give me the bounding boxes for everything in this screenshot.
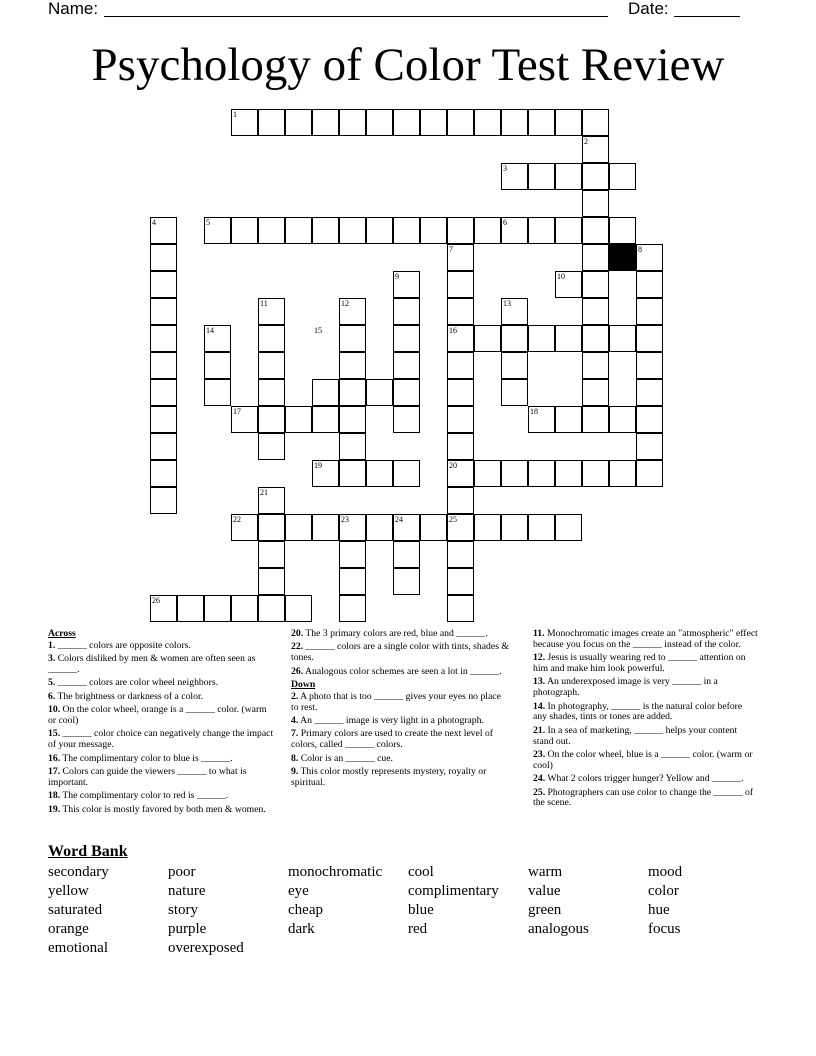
clue-number: 24 <box>395 515 403 524</box>
word-bank-word: orange <box>48 921 89 937</box>
clue-number-label: 21. <box>533 724 546 736</box>
clue-number: 14 <box>206 326 214 335</box>
grid-cell[interactable] <box>501 325 528 352</box>
clue-text: ______ color choice can negatively change the impact of your message. <box>48 728 274 751</box>
grid-cell[interactable] <box>312 406 339 433</box>
clue <box>48 641 276 652</box>
clue-number: 10 <box>557 272 565 281</box>
grid-cell[interactable] <box>501 109 528 136</box>
grid-cell[interactable] <box>420 109 447 136</box>
word-bank-word: poor <box>168 864 196 880</box>
grid-cell[interactable] <box>312 514 339 541</box>
clue-number-label: 11. <box>533 628 545 639</box>
clue <box>533 750 758 772</box>
grid-cell[interactable] <box>258 433 285 460</box>
word-bank-word: yellow <box>48 883 89 899</box>
word-bank-word: monochromatic <box>288 864 383 880</box>
clue-text: In photography, ______ is the natural color before any shades, tints or tones are added. <box>533 700 743 723</box>
grid-cell[interactable] <box>474 460 501 487</box>
grid-cell[interactable] <box>636 433 663 460</box>
date-field[interactable] <box>674 16 740 17</box>
clue <box>48 754 276 765</box>
grid-cell[interactable] <box>447 487 474 514</box>
clue <box>533 629 758 651</box>
grid-cell[interactable] <box>393 541 420 568</box>
grid-cell[interactable] <box>582 406 609 433</box>
grid-cell[interactable] <box>528 325 555 352</box>
grid-cell[interactable] <box>636 352 663 379</box>
name-field[interactable] <box>104 16 608 17</box>
clue-number: 1 <box>233 110 237 119</box>
clue <box>48 805 276 816</box>
grid-cell[interactable] <box>528 460 555 487</box>
grid-cell[interactable] <box>582 163 609 190</box>
grid-cell[interactable] <box>258 325 285 352</box>
clue-number: 11 <box>260 299 268 308</box>
word-bank-word: emotional <box>48 940 108 956</box>
down-heading: Down <box>291 678 316 690</box>
grid-cell[interactable] <box>582 325 609 352</box>
clue-number-label: 23. <box>533 748 546 760</box>
grid-cell[interactable] <box>150 325 177 352</box>
clue-number-label: 4. <box>291 714 299 726</box>
grid-cell[interactable] <box>582 298 609 325</box>
grid-cell[interactable] <box>447 595 474 622</box>
clue <box>48 729 276 751</box>
clue <box>48 678 276 689</box>
grid-cell[interactable] <box>339 109 366 136</box>
grid-cell[interactable] <box>528 514 555 541</box>
grid-cell[interactable] <box>609 325 636 352</box>
grid-cell[interactable] <box>582 244 609 271</box>
word-bank-word: blue <box>408 902 434 918</box>
grid-cell[interactable] <box>339 379 366 406</box>
clue-number-label: 22. <box>291 641 304 653</box>
grid-cell[interactable] <box>636 406 663 433</box>
grid-cell[interactable] <box>339 217 366 244</box>
word-bank-word: color <box>648 883 679 899</box>
clue <box>48 692 276 703</box>
grid-cell[interactable] <box>636 460 663 487</box>
word-bank-word: mood <box>648 864 683 880</box>
grid-cell[interactable] <box>285 406 312 433</box>
clue-number-label: 19. <box>48 803 61 815</box>
word-bank-word: cheap <box>288 902 323 918</box>
clue <box>291 754 509 765</box>
word-bank-word: story <box>168 902 198 918</box>
clue-number: 18 <box>530 407 538 416</box>
clue <box>48 791 276 802</box>
grid-cell[interactable] <box>555 514 582 541</box>
clue <box>533 653 758 675</box>
grid-cell[interactable] <box>582 109 609 136</box>
clue <box>48 767 276 789</box>
clue-number: 2 <box>584 137 588 146</box>
clue-number-label: 1. <box>48 639 56 651</box>
grid-cell[interactable] <box>393 298 420 325</box>
grid-cell[interactable] <box>636 298 663 325</box>
word-bank-word: overexposed <box>168 940 244 956</box>
clue-text: Primary colors are used to create the next level of colors, called ______ colors. <box>291 728 494 751</box>
grid-cell[interactable] <box>204 379 231 406</box>
clue-number-label: 3. <box>48 653 56 665</box>
clue <box>48 654 276 676</box>
clue-number-label: 2. <box>291 690 299 702</box>
word-bank-word: hue <box>648 902 670 918</box>
word-bank-word: green <box>528 902 562 918</box>
clue <box>533 726 758 748</box>
grid-cell[interactable] <box>339 460 366 487</box>
word-bank-word: value <box>528 883 561 899</box>
grid-cell[interactable] <box>474 109 501 136</box>
grid-cell[interactable] <box>447 217 474 244</box>
grid-cell[interactable] <box>582 460 609 487</box>
clue-number: 15 <box>314 326 322 335</box>
clue <box>533 677 758 699</box>
grid-cell[interactable] <box>231 595 258 622</box>
grid-cell[interactable] <box>528 109 555 136</box>
grid-cell[interactable] <box>258 406 285 433</box>
grid-cell[interactable] <box>420 217 447 244</box>
grid-cell[interactable] <box>339 595 366 622</box>
clue-number-label: 24. <box>533 773 546 785</box>
clue-number: 9 <box>395 272 399 281</box>
clues-column-1 <box>48 629 276 818</box>
clue-number-label: 13. <box>533 676 546 688</box>
clue-number: 19 <box>314 461 322 470</box>
clue-number: 12 <box>341 299 349 308</box>
grid-cell[interactable] <box>528 217 555 244</box>
grid-cell[interactable] <box>447 298 474 325</box>
clue-number: 13 <box>503 299 511 308</box>
grid-cell[interactable] <box>582 217 609 244</box>
grid-cell[interactable] <box>447 379 474 406</box>
clue-text: Photographers can use color to change the ______ of the scene. <box>533 786 754 809</box>
grid-cell[interactable] <box>150 487 177 514</box>
clue-number-label: 16. <box>48 752 61 764</box>
grid-cell[interactable] <box>582 190 609 217</box>
grid-cell[interactable] <box>393 352 420 379</box>
grid-cell[interactable] <box>555 325 582 352</box>
grid-cell[interactable] <box>258 514 285 541</box>
grid-cell[interactable] <box>312 109 339 136</box>
grid-cell[interactable] <box>447 433 474 460</box>
grid-cell[interactable] <box>258 379 285 406</box>
grid-cell[interactable] <box>393 460 420 487</box>
grid-cell[interactable] <box>393 109 420 136</box>
grid-cell[interactable] <box>231 217 258 244</box>
grid-cell[interactable] <box>366 514 393 541</box>
clue <box>291 629 509 640</box>
word-bank-word: dark <box>288 921 315 937</box>
word-bank-word: purple <box>168 921 207 937</box>
clue <box>291 642 509 664</box>
clue-number-label: 9. <box>291 765 299 777</box>
clues-column-2 <box>291 629 509 791</box>
grid-cell[interactable] <box>393 217 420 244</box>
clue <box>291 767 509 789</box>
clue <box>533 788 758 810</box>
grid-cell[interactable] <box>285 595 312 622</box>
grid-cell[interactable] <box>528 163 555 190</box>
grid-cell[interactable] <box>150 352 177 379</box>
clue-text: Monochromatic images create an "atmospheric" effect because you focus on the ______ instead of the color. <box>533 628 758 650</box>
grid-cell[interactable] <box>420 514 447 541</box>
clue-number-label: 6. <box>48 690 56 702</box>
grid-cell[interactable] <box>258 568 285 595</box>
clue-number-label: 7. <box>291 728 299 740</box>
clue-text: Colors can guide the viewers ______ to what is important. <box>48 765 247 788</box>
grid-cell[interactable] <box>285 109 312 136</box>
grid-cell[interactable] <box>393 406 420 433</box>
grid-cell[interactable] <box>609 460 636 487</box>
clue-text: Jesus is usually wearing red to ______ attention on him and make him look powerful. <box>533 652 746 674</box>
clue-number: 26 <box>152 596 160 605</box>
grid-cell[interactable] <box>555 217 582 244</box>
grid-cell[interactable] <box>501 379 528 406</box>
clue <box>291 692 509 714</box>
clue-number-label: 12. <box>533 652 546 664</box>
grid-cell[interactable] <box>258 541 285 568</box>
grid-cell[interactable] <box>582 379 609 406</box>
clue-number: 3 <box>503 164 507 173</box>
grid-cell[interactable] <box>150 298 177 325</box>
clue-text: ______ colors are opposite colors. <box>57 639 191 651</box>
grid-cell[interactable] <box>258 217 285 244</box>
clue-text: On the color wheel, orange is a ______ color. (warm or cool) <box>48 704 267 726</box>
grid-cell[interactable] <box>339 406 366 433</box>
word-bank-word: secondary <box>48 864 109 880</box>
grid-cell[interactable] <box>258 352 285 379</box>
word-bank-word: red <box>408 921 428 937</box>
grid-cell[interactable] <box>339 352 366 379</box>
clue-number: 25 <box>449 515 457 524</box>
grid-cell[interactable] <box>447 271 474 298</box>
clue-text: The complimentary color to red is ______. <box>62 790 229 802</box>
word-bank-word: complimentary <box>408 883 499 899</box>
clue-text: Colors disliked by men & women are often seen as ______. <box>48 653 256 675</box>
black-square <box>609 244 636 271</box>
clue-number: 22 <box>233 515 241 524</box>
clue-text: Color is an ______ cue. <box>300 752 393 764</box>
grid-cell[interactable] <box>582 352 609 379</box>
crossword-grid <box>150 109 666 625</box>
grid-cell[interactable] <box>501 460 528 487</box>
grid-cell[interactable] <box>636 271 663 298</box>
clue-number: 7 <box>449 245 453 254</box>
clue <box>291 729 509 751</box>
grid-cell[interactable] <box>150 244 177 271</box>
clue-text: What 2 colors trigger hunger? Yellow and ______. <box>547 773 744 785</box>
grid-cell[interactable] <box>177 595 204 622</box>
grid-cell[interactable] <box>204 352 231 379</box>
clue-text: The complimentary color to blue is ______. <box>62 752 233 764</box>
clue-number-label: 8. <box>291 752 299 764</box>
word-bank-word: eye <box>288 883 309 899</box>
grid-cell[interactable] <box>150 433 177 460</box>
clue-number: 4 <box>152 218 156 227</box>
clue-number-label: 5. <box>48 677 56 689</box>
clue-number: 6 <box>503 218 507 227</box>
grid-cell[interactable] <box>258 109 285 136</box>
word-bank-title: Word Bank <box>48 843 128 860</box>
grid-cell[interactable] <box>339 541 366 568</box>
clue <box>291 667 509 678</box>
grid-cell[interactable] <box>285 217 312 244</box>
clue-number-label: 18. <box>48 790 61 802</box>
word-bank-word: cool <box>408 864 434 880</box>
word-bank-word: focus <box>648 921 681 937</box>
grid-cell[interactable] <box>258 595 285 622</box>
clue-number-label: 26. <box>291 665 304 677</box>
grid-cell[interactable] <box>393 568 420 595</box>
clue-number: 17 <box>233 407 241 416</box>
grid-cell[interactable] <box>636 325 663 352</box>
clue-number: 16 <box>449 326 457 335</box>
grid-cell[interactable] <box>339 568 366 595</box>
grid-cell[interactable] <box>150 406 177 433</box>
clue <box>533 774 758 785</box>
clues-column-3 <box>533 629 758 812</box>
grid-cell[interactable] <box>474 217 501 244</box>
grid-cell[interactable] <box>609 217 636 244</box>
grid-cell[interactable] <box>582 271 609 298</box>
clue <box>533 702 758 724</box>
grid-cell[interactable] <box>285 514 312 541</box>
grid-cell[interactable] <box>447 406 474 433</box>
clue-number-label: 10. <box>48 704 61 716</box>
header <box>48 0 748 22</box>
grid-cell[interactable] <box>447 568 474 595</box>
grid-cell[interactable] <box>501 352 528 379</box>
across-heading: Across <box>48 628 76 639</box>
clue <box>48 705 276 727</box>
clue-number: 8 <box>638 245 642 254</box>
clue-number-label: 25. <box>533 786 546 798</box>
grid-cell[interactable] <box>150 271 177 298</box>
grid-cell[interactable] <box>393 379 420 406</box>
clue <box>291 716 509 727</box>
grid-cell[interactable] <box>366 379 393 406</box>
grid-cell[interactable] <box>609 406 636 433</box>
clue-number-label: 15. <box>48 728 61 740</box>
date-label: Date: <box>628 0 669 18</box>
clue-text: An ______ image is very light in a photograph. <box>300 714 484 726</box>
clue-number-label: 14. <box>533 700 546 712</box>
grid-cell[interactable] <box>366 217 393 244</box>
grid-cell[interactable] <box>312 217 339 244</box>
word-bank-word: nature <box>168 883 206 899</box>
grid-cell[interactable] <box>555 406 582 433</box>
clue-number-label: 20. <box>291 628 304 639</box>
grid-cell[interactable] <box>501 514 528 541</box>
clue-text: On the color wheel, blue is a ______ color. (warm or cool) <box>533 748 753 771</box>
grid-cell[interactable] <box>393 325 420 352</box>
word-bank-word: warm <box>528 864 563 880</box>
grid-cell[interactable] <box>339 325 366 352</box>
grid-cell[interactable] <box>447 541 474 568</box>
grid-cell[interactable] <box>312 379 339 406</box>
clue-number: 23 <box>341 515 349 524</box>
clue-text: The brightness or darkness of a color. <box>57 690 204 702</box>
clue-text: In a sea of marketing, ______ helps your content stand out. <box>533 724 738 747</box>
clue-number: 21 <box>260 488 268 497</box>
clue-text: Analogous color schemes are seen a lot in ______. <box>305 665 502 677</box>
clue-text: The 3 primary colors are red, blue and ______. <box>305 628 488 639</box>
grid-cell[interactable] <box>474 514 501 541</box>
grid-cell[interactable] <box>447 352 474 379</box>
clue-text: This color mostly represents mystery, royalty or spiritual. <box>291 765 487 788</box>
grid-cell[interactable] <box>339 433 366 460</box>
clue-text: ______ colors are a single color with tints, shades & tones. <box>291 641 509 664</box>
name-label: Name: <box>48 0 99 18</box>
clue-text: ______ colors are color wheel neighbors. <box>57 677 219 689</box>
clue-number-label: 17. <box>48 765 61 777</box>
grid-cell[interactable] <box>474 325 501 352</box>
clue-number: 5 <box>206 218 210 227</box>
grid-cell[interactable] <box>366 460 393 487</box>
grid-cell[interactable] <box>366 109 393 136</box>
clue-text: This color is mostly favored by both men & women. <box>62 803 266 815</box>
grid-cell[interactable] <box>555 109 582 136</box>
word-bank-word: analogous <box>528 921 589 937</box>
grid-cell[interactable] <box>555 163 582 190</box>
grid-cell[interactable] <box>555 460 582 487</box>
grid-cell[interactable] <box>447 109 474 136</box>
page-title: Psychology of Color Test Review <box>91 39 725 91</box>
word-bank-word: saturated <box>48 902 103 918</box>
clue-number: 20 <box>449 461 457 470</box>
clue-text: An underexposed image is very ______ in a photograph. <box>533 676 718 699</box>
grid-cell[interactable] <box>609 163 636 190</box>
grid-cell[interactable] <box>636 379 663 406</box>
clue-text: A photo that is too ______ gives your eyes no place to rest. <box>291 690 501 713</box>
grid-cell[interactable] <box>150 460 177 487</box>
grid-cell[interactable] <box>204 595 231 622</box>
grid-cell[interactable] <box>150 379 177 406</box>
